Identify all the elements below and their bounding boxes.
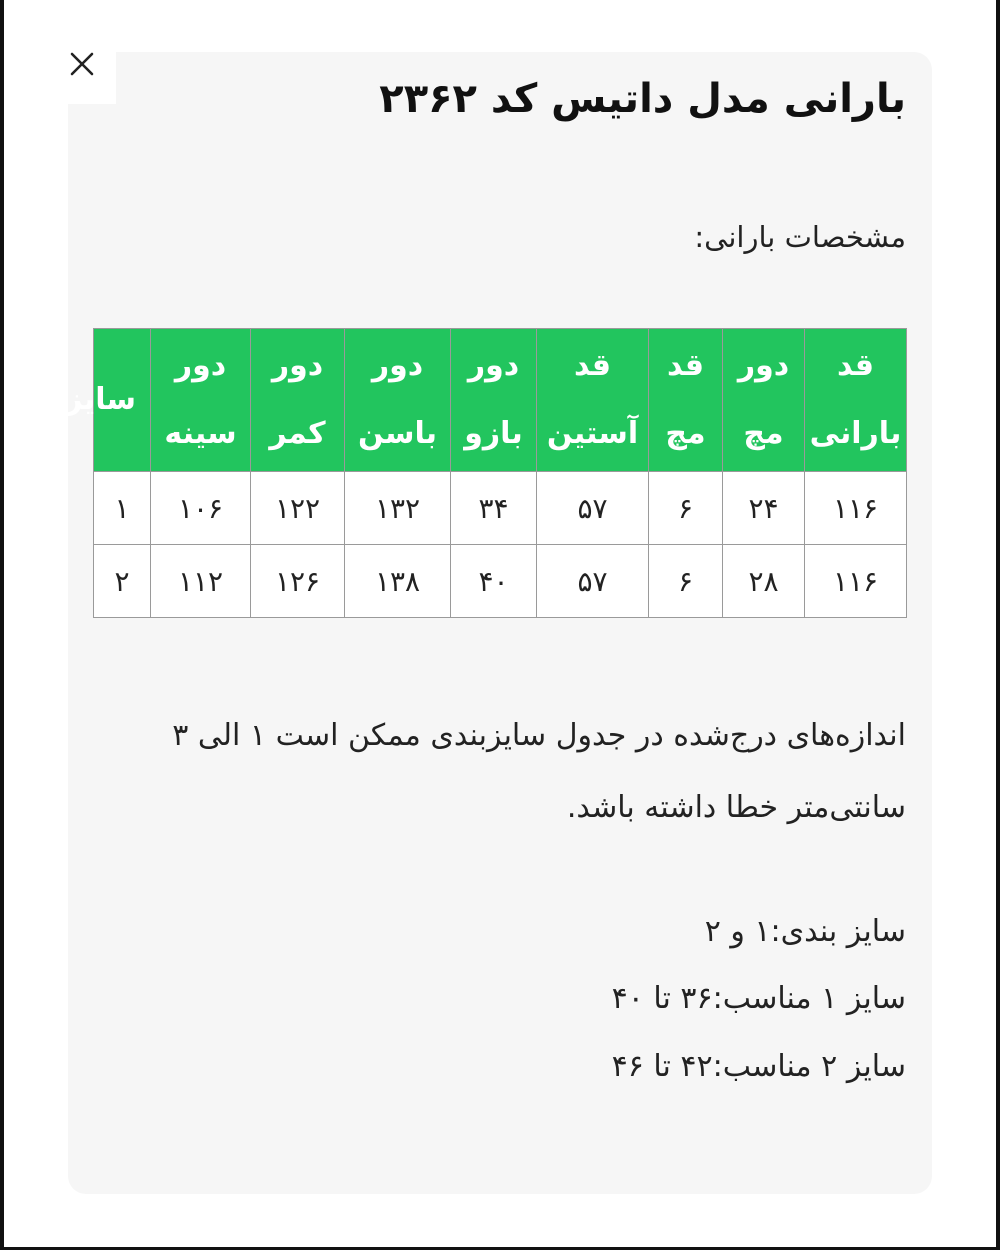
table-cell: ۶ bbox=[649, 545, 723, 618]
table-cell: ۱۳۲ bbox=[345, 472, 451, 545]
table-cell: ۱۰۶ bbox=[151, 472, 251, 545]
table-cell: ۱۱۶ bbox=[805, 472, 907, 545]
specs-heading: مشخصات بارانی: bbox=[694, 220, 906, 254]
table-cell: ۱ bbox=[94, 472, 151, 545]
close-icon bbox=[70, 52, 94, 76]
table-cell: ۱۳۸ bbox=[345, 545, 451, 618]
table-row bbox=[94, 472, 907, 545]
product-details-card bbox=[65, 52, 932, 1194]
table-cell: ۵۷ bbox=[537, 472, 649, 545]
product-title: بارانی مدل داتیس کد ۲۳۶۲ bbox=[379, 76, 906, 122]
table-cell: ۱۲۶ bbox=[251, 545, 345, 618]
screen-edge-left bbox=[0, 0, 4, 1250]
header-arm-circumference: دور بازو bbox=[451, 329, 537, 472]
screen-edge-right bbox=[996, 0, 1000, 1250]
table-cell: ۶ bbox=[649, 472, 723, 545]
header-raincoat-length: قد بارانی bbox=[805, 329, 907, 472]
header-wrist-circumference: دور مچ bbox=[723, 329, 805, 472]
table-cell: ۱۱۲ bbox=[151, 545, 251, 618]
size-2-fit: سایز ۲ مناسب:۴۲ تا ۴۶ bbox=[611, 1049, 906, 1084]
table-cell: ۲۴ bbox=[723, 472, 805, 545]
table-cell: ۲ bbox=[94, 545, 151, 618]
size-1-fit: سایز ۱ مناسب:۳۶ تا ۴۰ bbox=[611, 981, 906, 1016]
table-cell: ۴۰ bbox=[451, 545, 537, 618]
table-row bbox=[94, 545, 907, 618]
table-cell: ۳۴ bbox=[451, 472, 537, 545]
header-sleeve-length: قد آستین bbox=[537, 329, 649, 472]
table-cell: ۱۲۲ bbox=[251, 472, 345, 545]
table-cell: ۱۱۶ bbox=[805, 545, 907, 618]
measurement-note: اندازه‌های درج‌شده در جدول سایزبندی ممکن است ۱ الی ۳ سانتی‌متر خطا داشته باشد. bbox=[172, 718, 906, 825]
header-wrist-length: قد مچ bbox=[649, 329, 723, 472]
table-cell: ۲۸ bbox=[723, 545, 805, 618]
header-hip-circumference: دور باسن bbox=[345, 329, 451, 472]
header-waist-circumference: دور کمر bbox=[251, 329, 345, 472]
header-chest-circumference: دور سینه bbox=[151, 329, 251, 472]
size-options: سایز بندی:۱ و ۲ bbox=[704, 914, 906, 949]
size-table bbox=[65, 328, 907, 618]
close-button[interactable] bbox=[46, 30, 116, 104]
table-cell: ۵۷ bbox=[537, 545, 649, 618]
header-size: سایز bbox=[94, 329, 151, 472]
table-header-row bbox=[94, 329, 907, 472]
